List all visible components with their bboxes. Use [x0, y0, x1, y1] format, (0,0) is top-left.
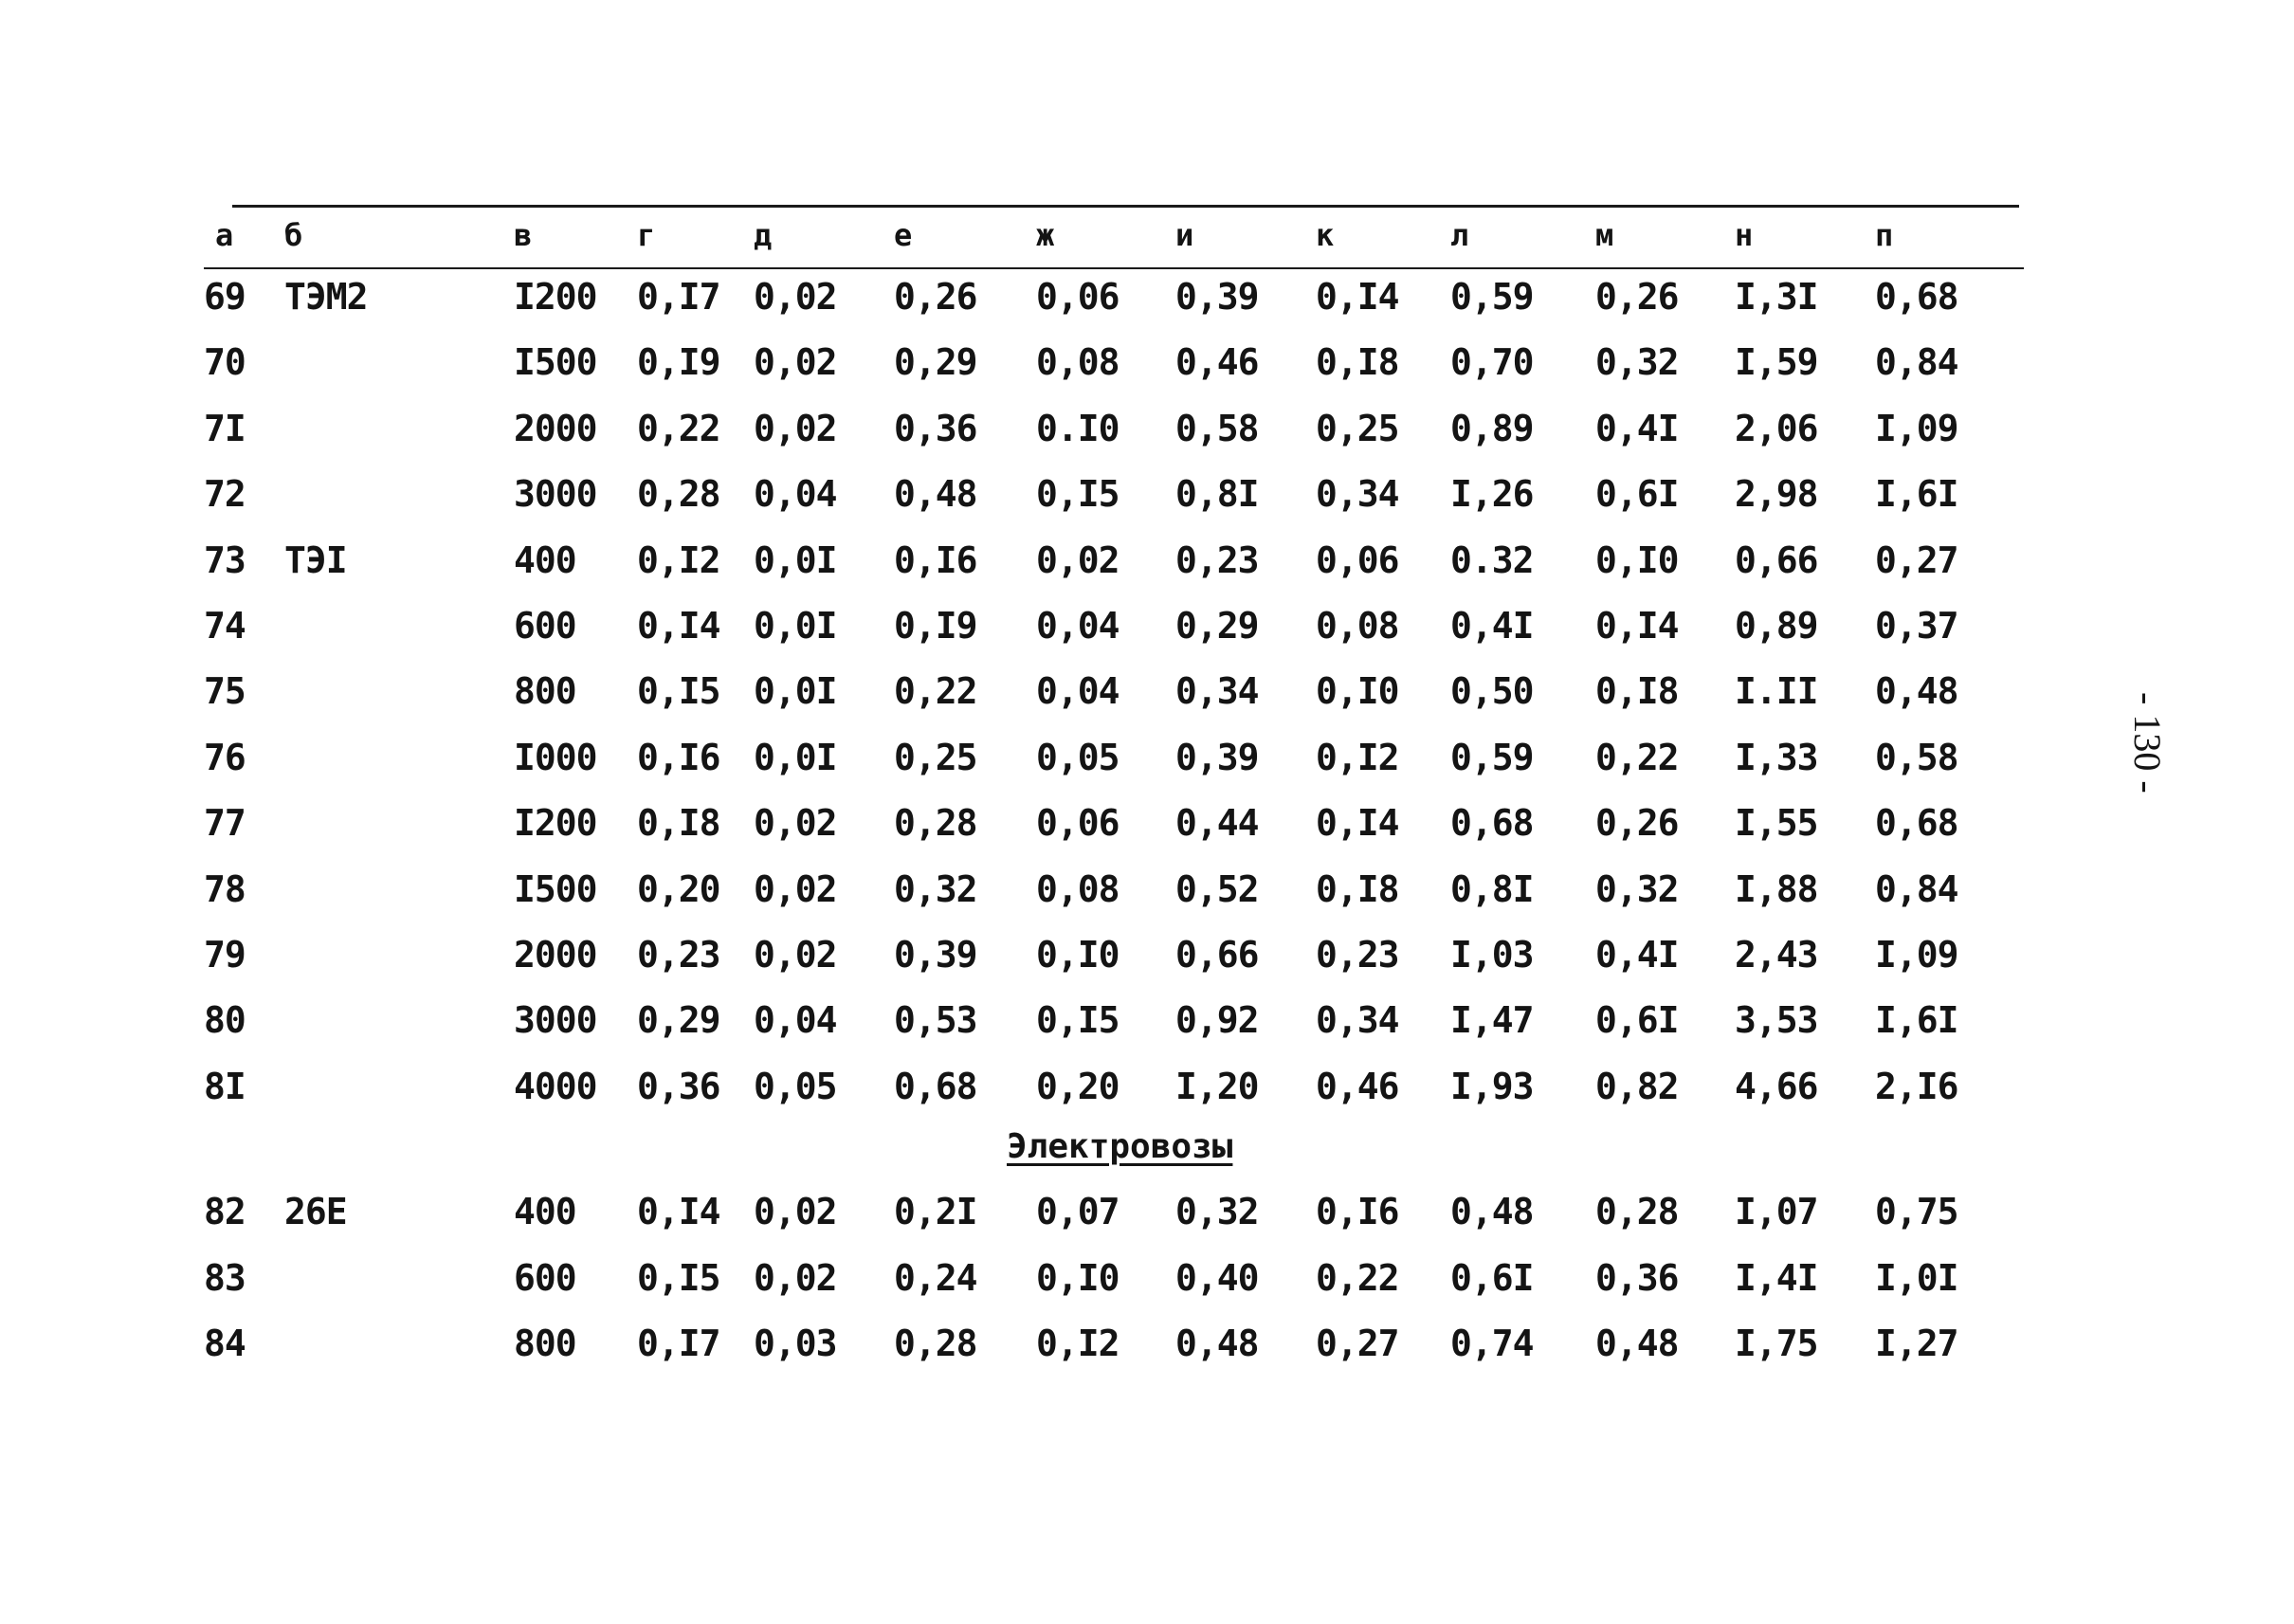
- table-cell: 0,32: [894, 867, 977, 910]
- column-header: б: [284, 217, 303, 253]
- row-number: 8I: [204, 1065, 246, 1107]
- row-number: 70: [204, 341, 246, 384]
- column-header: ж: [1036, 217, 1055, 253]
- table-cell: 0,34: [1316, 999, 1399, 1042]
- table-cell: 3000: [514, 999, 597, 1042]
- table-cell: 0,0I: [754, 605, 837, 647]
- table-cell: 2,43: [1735, 934, 1818, 976]
- table-cell: 400: [514, 1191, 576, 1232]
- table-cell: 0,02: [754, 934, 837, 976]
- table-cell: 0,28: [1595, 1191, 1679, 1232]
- table-cell: I,20: [1175, 1065, 1259, 1107]
- table-cell: 0,32: [1595, 867, 1679, 910]
- table-cell: 0,52: [1175, 867, 1259, 910]
- column-header: к: [1316, 217, 1335, 253]
- table-cell: 0,0I: [754, 538, 837, 581]
- table-cell: 0,06: [1036, 802, 1120, 845]
- table-cell: 0,6I: [1595, 999, 1679, 1042]
- table-cell: 600: [514, 605, 576, 647]
- table-cell: 0,I2: [1036, 1323, 1120, 1364]
- table-cell: 0,I5: [637, 1256, 720, 1299]
- table-cell: 0,02: [754, 276, 837, 318]
- table-cell: 0,I4: [1316, 276, 1399, 318]
- table-cell: 0,75: [1875, 1191, 1958, 1232]
- table-cell: 0.32: [1450, 538, 1534, 581]
- table-cell: 0,24: [894, 1256, 977, 1299]
- table-cell: 0,48: [894, 473, 977, 516]
- table-cell: 0,26: [1595, 276, 1679, 318]
- table-cell: 0,02: [754, 867, 837, 910]
- row-number: 73: [204, 538, 246, 581]
- table-cell: 0,26: [894, 276, 977, 318]
- table-cell: 0,8I: [1450, 867, 1534, 910]
- row-model: 26Е: [284, 1191, 347, 1232]
- table-cell: 0,08: [1036, 867, 1120, 910]
- table-cell: 0,04: [754, 999, 837, 1042]
- table-cell: 0,I0: [1036, 1256, 1120, 1299]
- table-cell: 0,23: [637, 934, 720, 976]
- column-header: д: [754, 217, 773, 253]
- table-cell: 0,25: [1316, 407, 1399, 449]
- table-cell: 0,28: [637, 473, 720, 516]
- table-cell: 0,53: [894, 999, 977, 1042]
- table-cell: 0,04: [1036, 605, 1120, 647]
- table-cell: 0,I2: [1316, 736, 1399, 778]
- table-cell: 2,98: [1735, 473, 1818, 516]
- table-cell: 0,02: [754, 1191, 837, 1232]
- column-header: е: [894, 217, 913, 253]
- table-cell: 0,I6: [894, 538, 977, 581]
- table-cell: 0,02: [1036, 538, 1120, 581]
- column-header: г: [637, 217, 656, 253]
- table-cell: 0,34: [1175, 670, 1259, 713]
- table-cell: 0,59: [1450, 736, 1534, 778]
- section-title: Электровозы: [1007, 1127, 1233, 1166]
- table-cell: 0,44: [1175, 802, 1259, 845]
- table-cell: 0,I8: [1316, 341, 1399, 384]
- table-cell: I,6I: [1875, 473, 1958, 516]
- table-cell: 0,06: [1036, 276, 1120, 318]
- table-cell: 400: [514, 538, 576, 581]
- table-cell: 0,68: [1875, 802, 1958, 845]
- row-number: 72: [204, 473, 246, 516]
- table-cell: 0,6I: [1450, 1256, 1534, 1299]
- table-cell: 2000: [514, 934, 597, 976]
- table-cell: I,93: [1450, 1065, 1534, 1107]
- table-cell: 0,36: [1595, 1256, 1679, 1299]
- table-cell: 0,I4: [1595, 605, 1679, 647]
- table-cell: 0,I5: [1036, 999, 1120, 1042]
- table-cell: 0,29: [637, 999, 720, 1042]
- table-cell: 0,26: [1595, 802, 1679, 845]
- table-cell: I,0I: [1875, 1256, 1958, 1299]
- table-cell: 0,I7: [637, 1323, 720, 1364]
- table-header-rule: [204, 267, 2024, 269]
- column-header: л: [1450, 217, 1469, 253]
- table-cell: 0,68: [1450, 802, 1534, 845]
- table-cell: 0,89: [1735, 605, 1818, 647]
- table-cell: 4,66: [1735, 1065, 1818, 1107]
- table-cell: 0,I9: [637, 341, 720, 384]
- table-cell: 0,05: [754, 1065, 837, 1107]
- table-cell: I,88: [1735, 867, 1818, 910]
- table-cell: 0,I0: [1595, 538, 1679, 581]
- table-cell: 0,8I: [1175, 473, 1259, 516]
- table-cell: 0,84: [1875, 341, 1958, 384]
- row-number: 84: [204, 1323, 246, 1364]
- table-cell: I,09: [1875, 407, 1958, 449]
- table-cell: I500: [514, 867, 597, 910]
- table-cell: 0,48: [1450, 1191, 1534, 1232]
- table-cell: 0,34: [1316, 473, 1399, 516]
- table-cell: 0,I4: [1316, 802, 1399, 845]
- row-number: 80: [204, 999, 246, 1042]
- table-cell: 0,46: [1175, 341, 1259, 384]
- column-header: и: [1175, 217, 1194, 253]
- row-number: 79: [204, 934, 246, 976]
- table-cell: 0,28: [894, 1323, 977, 1364]
- table-cell: 0,I5: [637, 670, 720, 713]
- table-cell: 0,6I: [1595, 473, 1679, 516]
- table-cell: I,75: [1735, 1323, 1818, 1364]
- table-cell: 0,4I: [1595, 407, 1679, 449]
- table-cell: 0,68: [894, 1065, 977, 1107]
- row-number: 75: [204, 670, 246, 713]
- table-cell: 0,39: [1175, 276, 1259, 318]
- table-cell: 0,29: [1175, 605, 1259, 647]
- row-number: 76: [204, 736, 246, 778]
- table-top-rule: [232, 205, 2019, 208]
- row-model: ТЭI: [284, 538, 347, 581]
- table-cell: 0.I0: [1036, 407, 1120, 449]
- row-number: 83: [204, 1256, 246, 1299]
- table-cell: I,26: [1450, 473, 1534, 516]
- table-cell: 0,58: [1175, 407, 1259, 449]
- table-cell: 0,I9: [894, 605, 977, 647]
- table-cell: 0,32: [1175, 1191, 1259, 1232]
- table-cell: I500: [514, 341, 597, 384]
- column-header: п: [1875, 217, 1894, 253]
- table-cell: 0,02: [754, 407, 837, 449]
- table-cell: I,03: [1450, 934, 1534, 976]
- table-cell: 800: [514, 670, 576, 713]
- table-cell: 0,4I: [1595, 934, 1679, 976]
- table-cell: 0,I5: [1036, 473, 1120, 516]
- row-number: 7I: [204, 407, 246, 449]
- table-cell: I200: [514, 802, 597, 845]
- table-cell: 0,0I: [754, 670, 837, 713]
- table-cell: I,09: [1875, 934, 1958, 976]
- table-cell: 0,92: [1175, 999, 1259, 1042]
- table-cell: I,07: [1735, 1191, 1818, 1232]
- table-cell: 0,32: [1595, 341, 1679, 384]
- table-cell: 0,70: [1450, 341, 1534, 384]
- table-cell: 0,08: [1036, 341, 1120, 384]
- table-cell: 0,20: [1036, 1065, 1120, 1107]
- table-cell: 0,27: [1875, 538, 1958, 581]
- table-cell: 0,48: [1595, 1323, 1679, 1364]
- table-cell: 0,08: [1316, 605, 1399, 647]
- table-cell: 0,23: [1316, 934, 1399, 976]
- table-cell: 4000: [514, 1065, 597, 1107]
- table-cell: I200: [514, 276, 597, 318]
- table-cell: 0,84: [1875, 867, 1958, 910]
- row-model: ТЭМ2: [284, 276, 368, 318]
- table-cell: 0,I2: [637, 538, 720, 581]
- table-cell: I000: [514, 736, 597, 778]
- table-cell: 0,48: [1175, 1323, 1259, 1364]
- table-cell: I,27: [1875, 1323, 1958, 1364]
- table-cell: 0,37: [1875, 605, 1958, 647]
- table-cell: 2,I6: [1875, 1065, 1958, 1107]
- table-cell: 0,28: [894, 802, 977, 845]
- table-cell: 2000: [514, 407, 597, 449]
- column-header: н: [1735, 217, 1754, 253]
- row-number: 77: [204, 802, 246, 845]
- row-number: 82: [204, 1191, 246, 1232]
- table-cell: 0,29: [894, 341, 977, 384]
- table-cell: 0,39: [894, 934, 977, 976]
- table-cell: 0,2I: [894, 1191, 977, 1232]
- table-cell: 0,I6: [637, 736, 720, 778]
- table-cell: 0,04: [1036, 670, 1120, 713]
- table-cell: 0,I0: [1316, 670, 1399, 713]
- table-cell: 0,0I: [754, 736, 837, 778]
- table-cell: 0,36: [894, 407, 977, 449]
- table-cell: 0,I8: [1595, 670, 1679, 713]
- table-cell: 600: [514, 1256, 576, 1299]
- table-cell: 3000: [514, 473, 597, 516]
- table-cell: 3,53: [1735, 999, 1818, 1042]
- table-cell: 0,50: [1450, 670, 1534, 713]
- table-cell: 0,36: [637, 1065, 720, 1107]
- table-cell: I,47: [1450, 999, 1534, 1042]
- table-cell: 0,48: [1875, 670, 1958, 713]
- table-cell: 0,74: [1450, 1323, 1534, 1364]
- column-header: в: [514, 217, 533, 253]
- table-cell: 0,23: [1175, 538, 1259, 581]
- table-cell: I,3I: [1735, 276, 1818, 318]
- table-cell: 0,07: [1036, 1191, 1120, 1232]
- table-cell: I,55: [1735, 802, 1818, 845]
- table-cell: 0,04: [754, 473, 837, 516]
- page-number: - 130 -: [2126, 692, 2169, 794]
- table-cell: 0,58: [1875, 736, 1958, 778]
- table-cell: 0,22: [1316, 1256, 1399, 1299]
- table-cell: 0,I4: [637, 1191, 720, 1232]
- table-cell: 0,06: [1316, 538, 1399, 581]
- table-cell: 0,89: [1450, 407, 1534, 449]
- table-cell: 0,59: [1450, 276, 1534, 318]
- table-cell: 0,27: [1316, 1323, 1399, 1364]
- table-cell: 0,40: [1175, 1256, 1259, 1299]
- table-cell: 0,4I: [1450, 605, 1534, 647]
- table-cell: 0,I6: [1316, 1191, 1399, 1232]
- table-cell: 0,20: [637, 867, 720, 910]
- table-cell: I,33: [1735, 736, 1818, 778]
- table-cell: 0,25: [894, 736, 977, 778]
- table-cell: 0,46: [1316, 1065, 1399, 1107]
- table-cell: 2,06: [1735, 407, 1818, 449]
- table-cell: 0,I8: [1316, 867, 1399, 910]
- table-cell: 0,05: [1036, 736, 1120, 778]
- table-cell: I,6I: [1875, 999, 1958, 1042]
- row-number: 78: [204, 867, 246, 910]
- table-cell: 0,66: [1175, 934, 1259, 976]
- table-cell: 0,I8: [637, 802, 720, 845]
- row-number: 69: [204, 276, 246, 318]
- row-number: 74: [204, 605, 246, 647]
- table-cell: 800: [514, 1323, 576, 1364]
- table-cell: 0,22: [1595, 736, 1679, 778]
- table-cell: 0,22: [894, 670, 977, 713]
- table-cell: 0,I0: [1036, 934, 1120, 976]
- table-cell: 0,22: [637, 407, 720, 449]
- table-cell: 0,68: [1875, 276, 1958, 318]
- table-cell: I,59: [1735, 341, 1818, 384]
- table-cell: I,4I: [1735, 1256, 1818, 1299]
- table-cell: 0,82: [1595, 1065, 1679, 1107]
- table-cell: I.II: [1735, 670, 1818, 713]
- table-cell: 0,39: [1175, 736, 1259, 778]
- table-cell: 0,02: [754, 802, 837, 845]
- column-header: м: [1595, 217, 1614, 253]
- table-cell: 0,02: [754, 341, 837, 384]
- table-cell: 0,03: [754, 1323, 837, 1364]
- table-cell: 0,I7: [637, 276, 720, 318]
- table-cell: 0,I4: [637, 605, 720, 647]
- table-cell: 0,02: [754, 1256, 837, 1299]
- column-header: а: [215, 217, 234, 253]
- table-cell: 0,66: [1735, 538, 1818, 581]
